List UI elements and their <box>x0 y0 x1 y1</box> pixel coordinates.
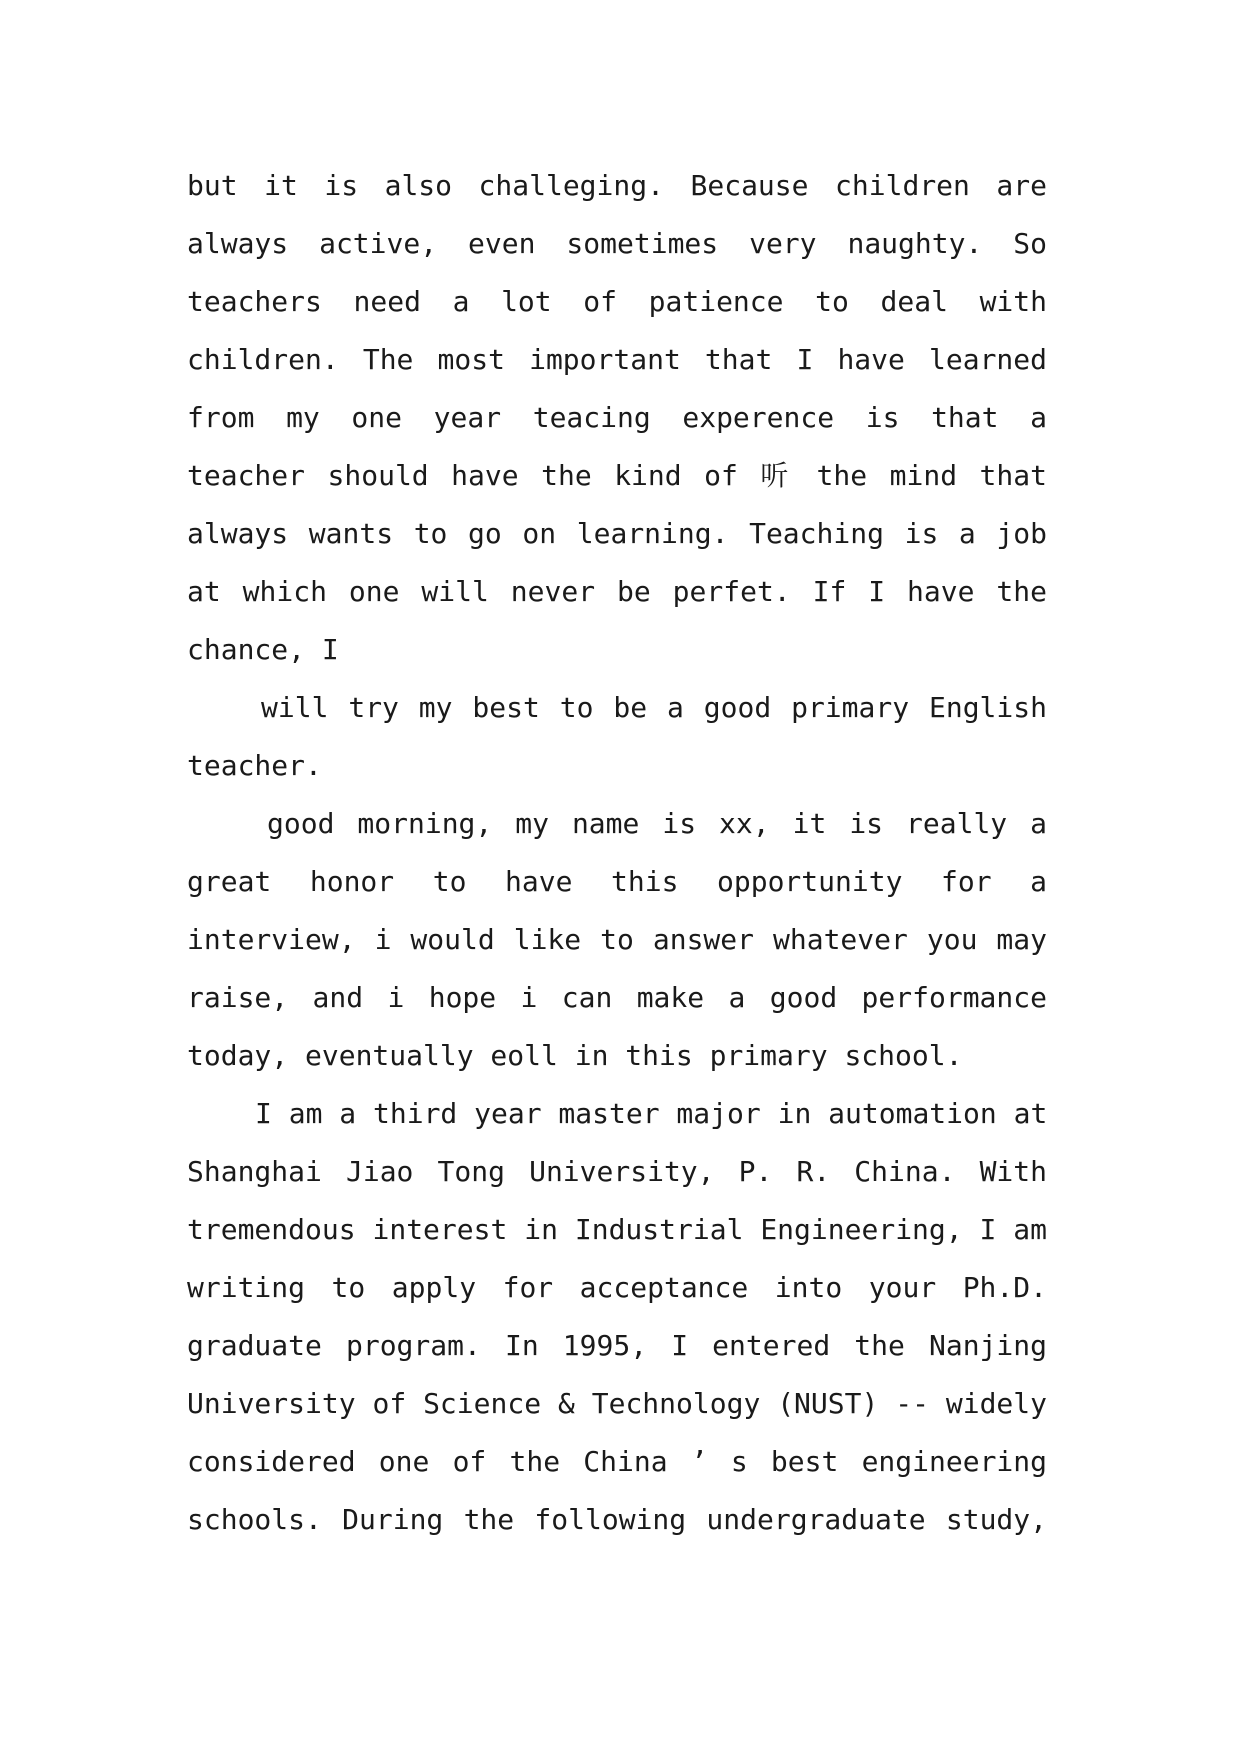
text-line: chance, I <box>187 633 339 666</box>
text-line: great honor to have this opportunity for a <box>187 865 1047 898</box>
text-line: tremendous interest in Industrial Engineering, I am <box>187 1213 1047 1246</box>
text-line: writing to apply for acceptance into your Ph.D. <box>187 1271 1047 1304</box>
text-line: teacher. <box>187 749 322 782</box>
text-line: schools. During the following undergraduate study, <box>187 1503 1047 1536</box>
paragraph-3 <box>187 795 1047 1085</box>
text-line: from my one year teacing experence is that a <box>187 401 1047 434</box>
paragraph-2 <box>187 679 1047 795</box>
text-line: interview, i would like to answer whatever you may <box>187 923 1047 956</box>
text-line: University of Science & Technology (NUST) -- widely <box>187 1387 1047 1420</box>
paragraph-1 <box>187 157 1047 679</box>
text-line: today, eventually eoll in this primary school. <box>187 1039 963 1072</box>
text-line: graduate program. In 1995, I entered the Nanjing <box>187 1329 1047 1362</box>
paragraph-4 <box>187 1085 1047 1549</box>
text-line: considered one of the China ’ s best engineering <box>187 1445 1047 1478</box>
text-line: always wants to go on learning. Teaching is a job <box>187 517 1047 550</box>
text-line: children. The most important that I have learned <box>187 343 1047 376</box>
text-line: but it is also challeging. Because children are <box>187 169 1047 202</box>
text-line: teachers need a lot of patience to deal with <box>187 285 1047 318</box>
text-line: raise, and i hope i can make a good performance <box>187 981 1047 1014</box>
text-line: at which one will never be perfet. If I have the <box>187 575 1047 608</box>
text-line: teacher should have the kind of 听 the mind that <box>187 459 1047 492</box>
text-line: good morning, my name is xx, it is really a <box>267 807 1047 840</box>
text-line: always active, even sometimes very naughty. So <box>187 227 1047 260</box>
text-line: will try my best to be a good primary English <box>261 691 1047 724</box>
body-text <box>187 157 1047 1549</box>
text-line: I am a third year master major in automation at <box>255 1097 1048 1130</box>
text-line: Shanghai Jiao Tong University, P. R. China. With <box>187 1155 1047 1188</box>
